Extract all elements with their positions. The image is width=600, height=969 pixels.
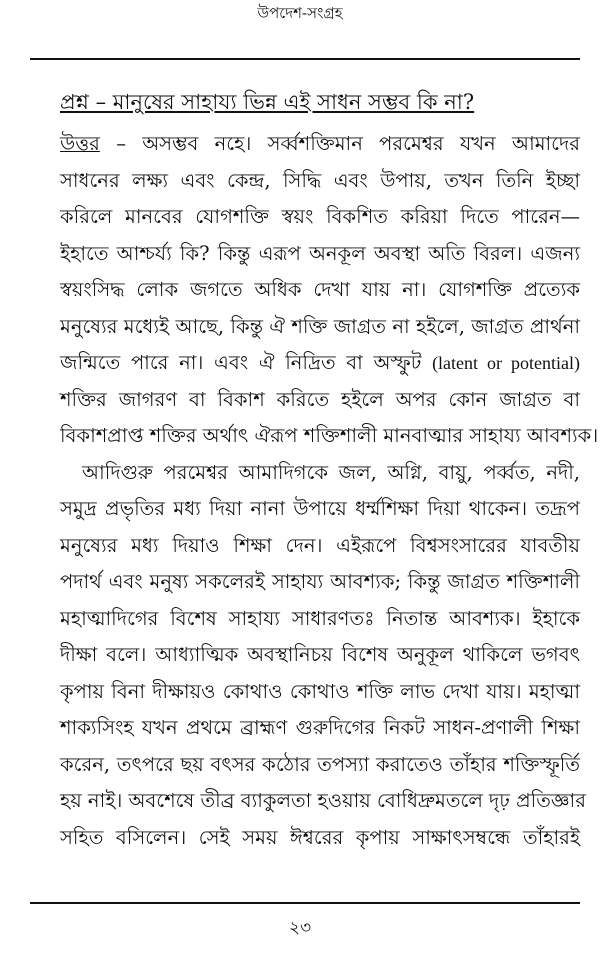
text-line: সাধনের লক্ষ্য এবং কেন্দ্র, সিদ্ধি এবং উপায়, তখন তিনি ইচ্ছা: [60, 168, 580, 192]
line-text: জন্মিতে পারে না। এবং ঐ নিদ্রিত বা অস্ফুট: [60, 351, 422, 374]
header-rule: [30, 58, 580, 60]
latin-phrase: (latent or potential): [432, 353, 580, 373]
running-header: উপদেশ-সংগ্রহ: [257, 4, 343, 22]
text-line: দীক্ষা বলে। আধ্যাত্মিক অবস্থানিচয় বিশেষ অনুকূল থাকিলে ভগবৎ: [60, 643, 580, 666]
page-body: [60, 126, 599, 856]
text-line: সহিত বসিলেন। সেই সময় ঈশ্বরের কৃপায় সাক্ষাৎসম্বন্ধে তাঁহারই: [60, 825, 580, 849]
paragraph-start-line: আদিগুরু পরমেশ্বর আমাদিগকে জল, অগ্নি, বায়ু, পর্ব্বত, নদী,: [82, 460, 580, 484]
text-line: করেন, তৎপরে ছয় বৎসর কঠোর তপস্যা করাতেও তাঁহার শক্তিস্ফূর্তি: [60, 752, 580, 776]
text-line: পদার্থ এবং মনুষ্য সকলেরই সাহায্য আবশ্যক; কিন্তু জাগ্রত শক্তিশালী: [60, 570, 580, 593]
text-line: [60, 126, 580, 163]
page-number: ২৩: [288, 918, 312, 938]
text-line: বিকাশপ্রাপ্ত শক্তির অর্থাৎ ঐরূপ শক্তিশালী মানবাত্মার সাহায্য আবশ্যক।: [60, 424, 599, 447]
text-line: করিলে মানবের যোগশক্তি স্বয়ং বিকশিত করিয়া দিতে পারেন—: [60, 205, 580, 228]
text-line: মনুষ্যের মধ্যেই আছে, কিন্তু ঐ শক্তি জাগ্রত না হইলে, জাগ্রত প্রার্থনা: [60, 314, 580, 338]
text-line: সমুদ্র প্রভৃতির মধ্য দিয়া নানা উপায়ে ধর্ম্মশিক্ষা দিয়া থাকেন। তদ্রূপ: [60, 497, 580, 520]
text-line: শক্তির জাগরণ বা বিকাশ করিতে হইলে অপর কোন জাগ্রত বা: [60, 387, 580, 411]
question-heading: প্রশ্ন – মানুষের সাহায্য ভিন্ন এই সাধন সম্ভব কি না?: [60, 90, 475, 114]
text-line: মনুষ্যের মধ্য দিয়াও শিক্ষা দেন। এইরূপে বিশ্বসংসারের যাবতীয়: [60, 533, 580, 557]
text-line: হয় নাই। অবশেষে তীব্র ব্যাকুলতা হওয়ায় বোধিদ্রুমতলে দৃঢ় প্রতিজ্ঞার: [60, 789, 586, 812]
answer-label: উত্তর: [60, 132, 100, 155]
text-line: স্বয়ংসিদ্ধ লোক জগতে অধিক দেখা যায় না। যোগশক্তি প্রত্যেক: [60, 278, 580, 301]
text-line: মহাত্মাদিগের বিশেষ সাহায্য সাধারণতঃ নিতান্ত আবশ্যক। ইহাকে: [60, 606, 580, 630]
text-line: শাক্যসিংহ যখন প্রথমে ব্রাহ্মণ গুরুদিগের নিকট সাধন-প্রণালী শিক্ষা: [60, 716, 580, 739]
line-text: – অসম্ভব নহে। সর্ব্বশক্তিমান পরমেশ্বর যখন আমাদের: [99, 132, 580, 155]
text-line: কৃপায় বিনা দীক্ষায়ও কোথাও কোথাও শক্তি লাভ দেখা যায়। মহাত্মা: [60, 679, 580, 703]
footer-rule: [30, 902, 580, 904]
text-line: ইহাতে আশ্চর্য্য কি? কিন্তু এরূপ অনকূল অবস্থা অতি বিরল। এজন্য: [60, 241, 580, 265]
text-line: [60, 345, 580, 382]
